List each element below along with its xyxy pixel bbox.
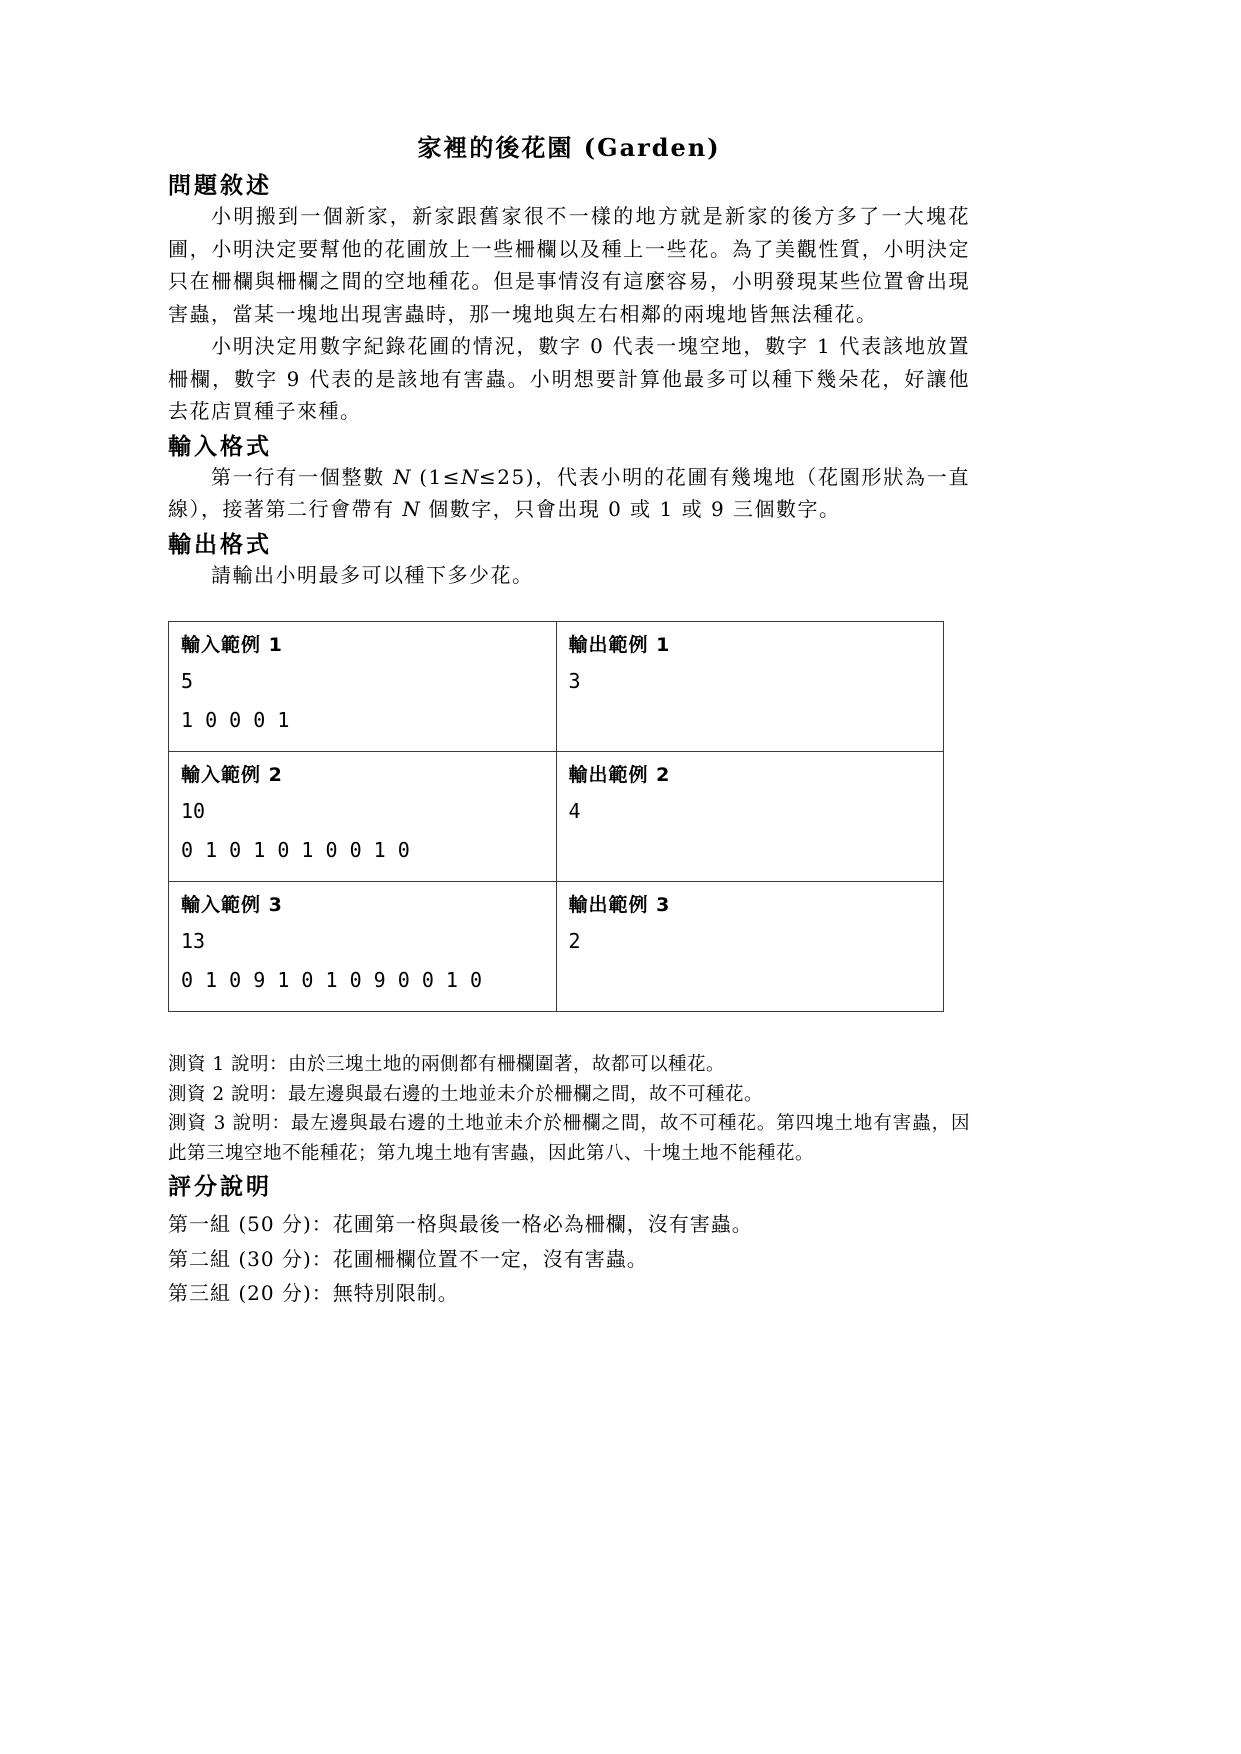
input-format-text-2: (1≤ — [411, 464, 462, 489]
example-2-output-value: 4 — [568, 799, 581, 823]
example-2-input-cell — [169, 752, 557, 882]
example-1-input-n: 5 — [181, 669, 194, 693]
variable-n: N — [402, 497, 421, 521]
example-1-output-cell — [556, 622, 944, 752]
problem-paragraph-2: 小明決定用數字紀錄花圃的情況，數字 0 代表一塊空地，數字 1 代表該地放置柵欄，數字 9 代表的是該地有害蟲。小明想要計算他最多可以種下幾朵花，好讓他去花店買種子來種。 — [168, 334, 970, 423]
example-3-input-n: 13 — [181, 929, 206, 953]
test-data-notes — [168, 1050, 970, 1168]
example-row-3 — [169, 882, 944, 1012]
example-2-input-label: 輸入範例 2 — [181, 764, 283, 786]
input-format-text-4: 個數字，只會出現 0 或 1 或 9 三個數字。 — [420, 497, 841, 521]
example-3-input-sequence: 0 1 0 9 1 0 1 0 9 0 0 1 0 — [181, 967, 483, 992]
problem-statement-heading: 問題敘述 — [168, 172, 272, 199]
example-2-output-label: 輸出範例 2 — [568, 764, 671, 786]
test-note-2: 測資 2 說明：最左邊與最右邊的土地並未介於柵欄之間，故不可種花。 — [168, 1083, 764, 1105]
doc-title: 家裡的後花園 (Garden) — [417, 133, 721, 162]
variable-n: N — [393, 464, 412, 489]
example-1-input-cell — [169, 622, 557, 752]
variable-n: N — [461, 464, 480, 489]
input-format-text-1: 第一行有一個整數 — [211, 464, 394, 489]
scoring-item-1: 第一組 (50 分)：花圃第一格與最後一格必為柵欄，沒有害蟲。 — [168, 1212, 753, 1236]
example-3-input-label: 輸入範例 3 — [181, 894, 283, 916]
output-format-paragraph: 請輸出小明最多可以種下多少花。 — [211, 562, 534, 587]
example-row-1 — [169, 622, 944, 752]
document-page — [168, 128, 970, 1311]
example-row-2 — [169, 752, 944, 882]
input-format-heading: 輸入格式 — [168, 432, 272, 460]
example-1-input-sequence: 1 0 0 0 1 — [181, 707, 290, 732]
example-1-input-label: 輸入範例 1 — [181, 634, 283, 656]
example-3-output-cell — [556, 882, 944, 1012]
example-3-output-label: 輸出範例 3 — [568, 894, 671, 916]
scoring-list — [168, 1207, 970, 1311]
problem-paragraph-1: 小明搬到一個新家，新家跟舊家很不一樣的地方就是新家的後方多了一大塊花圃，小明決定要幫他的花圃放上一些柵欄以及種上一些花。為了美觀性質，小明決定只在柵欄與柵欄之間的空地種花。但是事情沒有這麼容易，小明發現某些位置會出現害蟲，當某一塊地出現害蟲時，那一塊地與左右相鄰的兩塊地皆無法種花。 — [168, 204, 970, 326]
example-1-output-value: 3 — [568, 669, 581, 693]
example-1-output-label: 輸出範例 1 — [568, 634, 671, 656]
example-2-input-sequence: 0 1 0 1 0 1 0 0 1 0 — [181, 837, 410, 862]
example-2-input-n: 10 — [181, 799, 206, 823]
example-2-output-cell — [556, 752, 944, 882]
scoring-heading: 評分說明 — [168, 1173, 272, 1200]
scoring-item-3: 第三組 (20 分)：無特別限制。 — [168, 1281, 459, 1305]
test-note-1: 測資 1 說明：由於三塊土地的兩側都有柵欄圍著，故都可以種花。 — [168, 1054, 726, 1075]
output-format-heading: 輸出格式 — [168, 530, 272, 558]
input-format-paragraph — [168, 461, 970, 526]
examples-table — [168, 621, 944, 1012]
example-3-output-value: 2 — [568, 929, 581, 953]
input-format-text-3: ≤25)，代表小明的花圃有幾塊地（花園形狀為一直線），接著第二行會帶有 — [168, 464, 971, 521]
example-3-input-cell — [169, 882, 557, 1012]
scoring-item-2: 第二組 (30 分)：花圃柵欄位置不一定，沒有害蟲。 — [168, 1246, 648, 1271]
test-note-3: 測資 3 說明：最左邊與最右邊的土地並未介於柵欄之間，故不可種花。第四塊土地有害蟲，因此第三塊空地不能種花；第九塊土地有害蟲，因此第八、十塊土地不能種花。 — [168, 1113, 970, 1164]
